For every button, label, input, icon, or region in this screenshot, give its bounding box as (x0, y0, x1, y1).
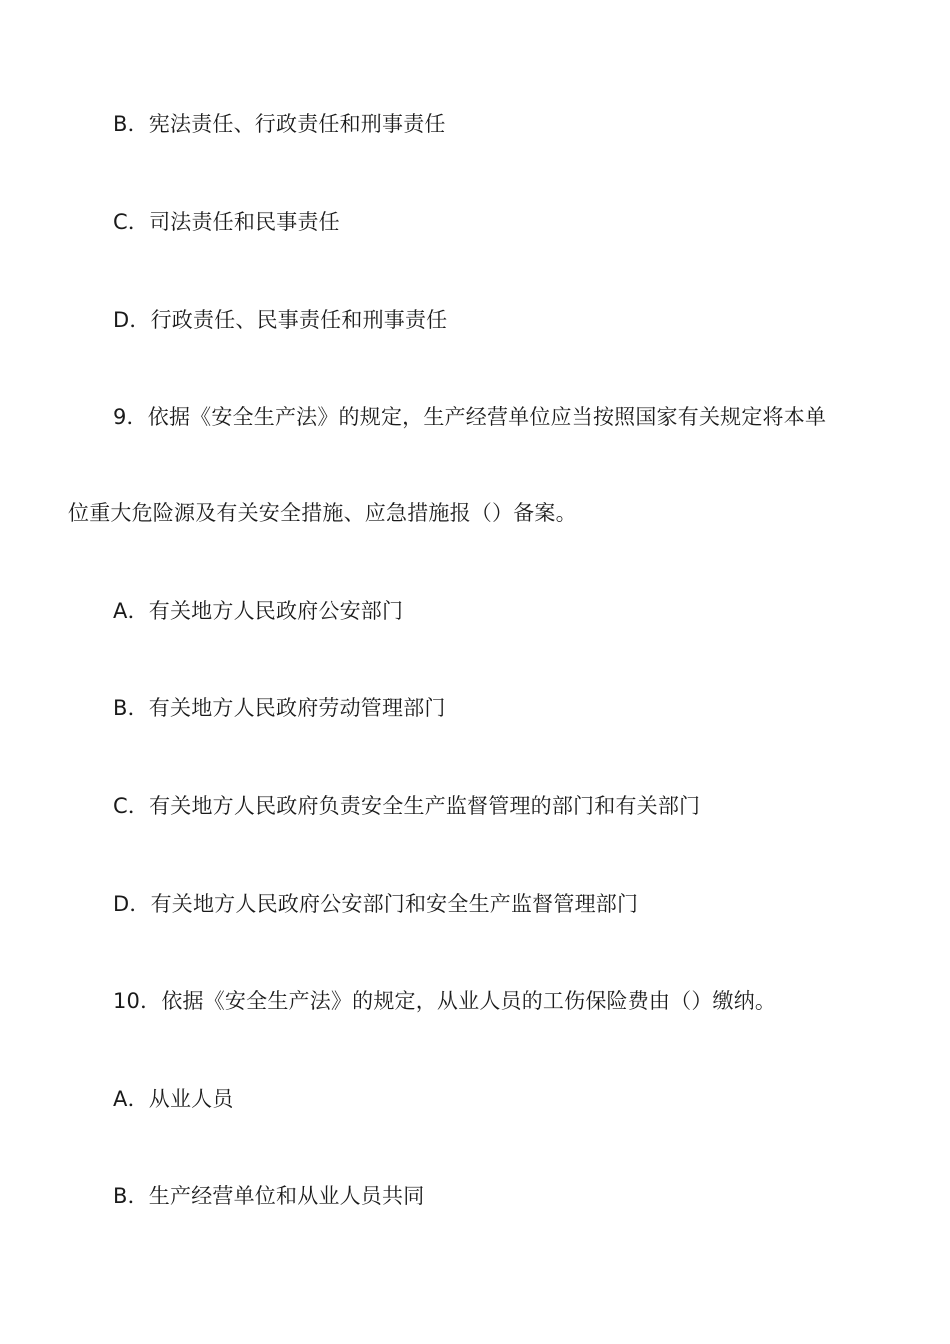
question-10: 10．依据《安全生产法》的规定，从业人员的工伤保险费由（）缴纳。 (113, 989, 777, 1013)
option-a-q10: A．从业人员 (113, 1087, 234, 1111)
option-c-q9: C．有关地方人民政府负责安全生产监督管理的部门和有关部门 (113, 794, 701, 818)
question-9-line-1: 9．依据《安全生产法》的规定，生产经营单位应当按照国家有关规定将本单 (113, 405, 827, 429)
option-d-q8: D．行政责任、民事责任和刑事责任 (113, 308, 448, 332)
option-a-q9: A．有关地方人民政府公安部门 (113, 599, 404, 623)
option-b-q10: B．生产经营单位和从业人员共同 (113, 1184, 425, 1208)
option-d-q9: D．有关地方人民政府公安部门和安全生产监督管理部门 (113, 892, 639, 916)
question-9-line-2: 位重大危险源及有关安全措施、应急措施报（）备案。 (68, 501, 577, 525)
option-b-q9: B．有关地方人民政府劳动管理部门 (113, 696, 446, 720)
option-b-q8: B．宪法责任、行政责任和刑事责任 (113, 112, 446, 136)
option-c-q8: C．司法责任和民事责任 (113, 210, 340, 234)
